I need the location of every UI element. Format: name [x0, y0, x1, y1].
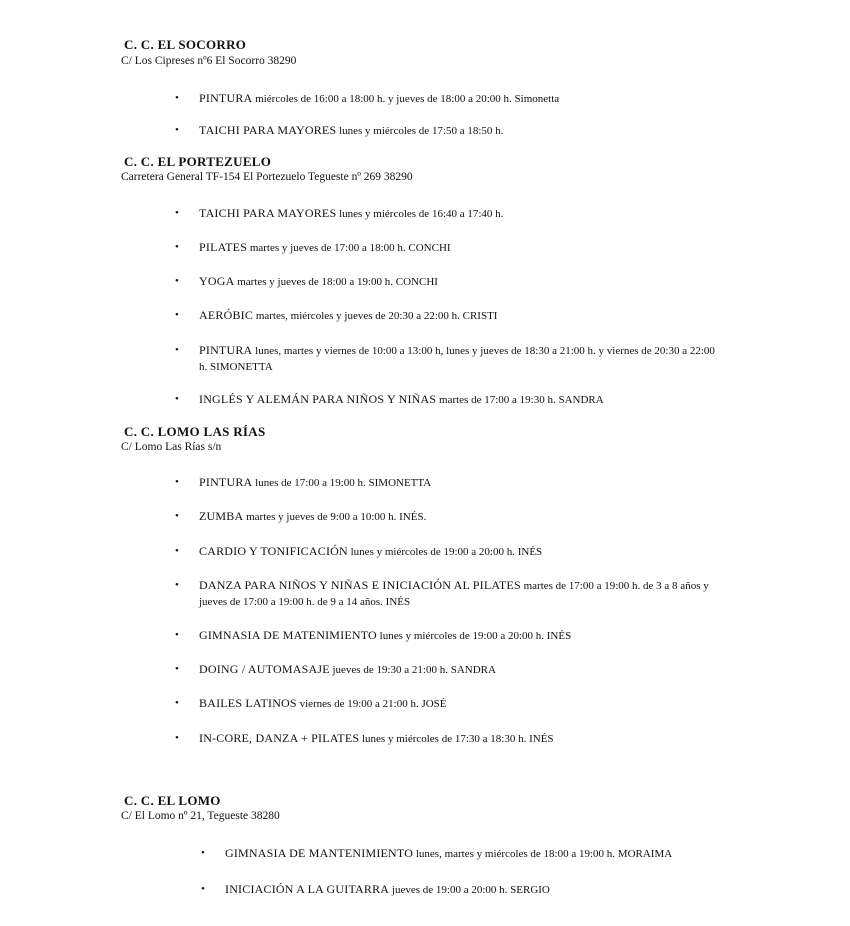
activity-details: lunes y miércoles de 16:40 a 17:40 h. [336, 208, 504, 220]
list-item [175, 307, 715, 324]
list-item [175, 695, 715, 712]
activity-name: DOING / AUTOMASAJE [199, 662, 330, 676]
center-address: C/ El Lomo nº 21, Tegueste 38280 [121, 810, 280, 822]
activity-name: DANZA PARA NIÑOS Y NIÑAS E INICIACIÓN AL PILATES [199, 578, 521, 592]
bullet-icon: • [175, 579, 179, 591]
list-item [175, 342, 715, 375]
list-item [175, 239, 715, 256]
list-item [175, 391, 715, 408]
center-address: C/ Los Cipreses nº6 El Socorro 38290 [121, 55, 297, 67]
bullet-icon: • [175, 510, 179, 522]
list-item [175, 627, 715, 644]
list-item [175, 577, 715, 610]
center-heading: C. C. EL LOMO [124, 793, 221, 808]
list-item [175, 543, 715, 560]
bullet-icon: • [175, 124, 179, 136]
activity-name: AERÓBIC [199, 308, 254, 322]
bullet-icon: • [175, 241, 179, 253]
bullet-icon: • [175, 476, 179, 488]
activity-name: INICIACIÓN A LA GUITARRA [225, 882, 390, 896]
bullet-icon: • [201, 883, 205, 895]
activity-name: PINTURA [199, 91, 253, 105]
center-address: Carretera General TF-154 El Portezuelo Tegueste nº 269 38290 [121, 171, 413, 183]
activity-details: lunes y miércoles de 19:00 a 20:00 h. INÉS [376, 630, 572, 642]
activity-details: jueves de 19:00 a 20:00 h. SERGIO [389, 884, 550, 896]
activity-name: GIMNASIA DE MANTENIMIENTO [225, 846, 414, 860]
center-address: C/ Lomo Las Rías s/n [121, 441, 222, 453]
bullet-icon: • [175, 344, 179, 356]
activity-name: ZUMBA [199, 509, 244, 523]
bullet-icon: • [175, 393, 179, 405]
activity-details: miércoles de 16:00 a 18:00 h. y jueves de 18:00 a 20:00 h. Simonetta [252, 93, 560, 105]
bullet-icon: • [175, 92, 179, 104]
list-item [175, 661, 715, 678]
list-item [201, 845, 701, 862]
activity-name: CARDIO Y TONIFICACIÓN [199, 544, 348, 558]
activity-details: lunes, martes y miércoles de 18:00 a 19:00 h. MORAIMA [413, 848, 673, 860]
activity-details: martes de 17:00 a 19:30 h. SANDRA [436, 394, 604, 406]
activity-name: TAICHI PARA MAYORES [199, 206, 337, 220]
bullet-icon: • [175, 207, 179, 219]
activity-details: lunes de 17:00 a 19:00 h. SIMONETTA [252, 477, 432, 489]
activity-name: IN-CORE, DANZA + PILATES [199, 731, 360, 745]
bullet-icon: • [175, 275, 179, 287]
list-item [175, 273, 715, 290]
activity-details: martes y jueves de 17:00 a 18:00 h. CONCHI [247, 242, 451, 254]
activity-name: PILATES [199, 240, 248, 254]
list-item [175, 90, 715, 107]
activity-name: BAILES LATINOS [199, 696, 297, 710]
activity-details: viernes de 19:00 a 21:00 h. JOSÉ [296, 698, 447, 710]
list-item [175, 508, 715, 525]
activity-name: INGLÉS Y ALEMÁN PARA NIÑOS Y NIÑAS [199, 392, 437, 406]
activity-name: TAICHI PARA MAYORES [199, 123, 337, 137]
activity-details: lunes y miércoles de 17:50 a 18:50 h. [336, 125, 504, 137]
activity-name: PINTURA [199, 343, 253, 357]
list-item [175, 730, 715, 747]
activity-details: martes de 17:00 a 19:00 h. de 3 a 8 años y jueves de 17:00 a 19:00 h. de 9 a 14 años. INÉS [199, 580, 709, 608]
bullet-icon: • [175, 545, 179, 557]
center-heading: C. C. LOMO LAS RÍAS [124, 424, 266, 439]
bullet-icon: • [175, 309, 179, 321]
center-heading: C. C. EL SOCORRO [124, 37, 247, 52]
bullet-icon: • [201, 847, 205, 859]
activity-name: PINTURA [199, 475, 253, 489]
list-item [175, 205, 715, 222]
list-item [175, 122, 715, 139]
bullet-icon: • [175, 697, 179, 709]
activity-details: jueves de 19:30 a 21:00 h. SANDRA [329, 664, 496, 676]
activity-details: martes y jueves de 18:00 a 19:00 h. CONCHI [234, 276, 438, 288]
activity-details: martes y jueves de 9:00 a 10:00 h. INÉS. [243, 511, 427, 523]
bullet-icon: • [175, 732, 179, 744]
list-item [201, 881, 701, 898]
list-item [175, 474, 715, 491]
activity-details: lunes y miércoles de 19:00 a 20:00 h. INÉS [347, 546, 543, 558]
activity-name: YOGA [199, 274, 235, 288]
activity-details: lunes, martes y viernes de 10:00 a 13:00 h, lunes y jueves de 18:30 a 21:00 h. y viernes de 20:30 a 22:00 h. SIMONETTA [199, 345, 715, 373]
activity-details: martes, miércoles y jueves de 20:30 a 22:00 h. CRISTI [253, 310, 498, 322]
bullet-icon: • [175, 629, 179, 641]
activity-name: GIMNASIA DE MATENIMIENTO [199, 628, 377, 642]
bullet-icon: • [175, 663, 179, 675]
center-heading: C. C. EL PORTEZUELO [124, 154, 272, 169]
activity-details: lunes y miércoles de 17:30 a 18:30 h. INÉS [359, 733, 554, 745]
